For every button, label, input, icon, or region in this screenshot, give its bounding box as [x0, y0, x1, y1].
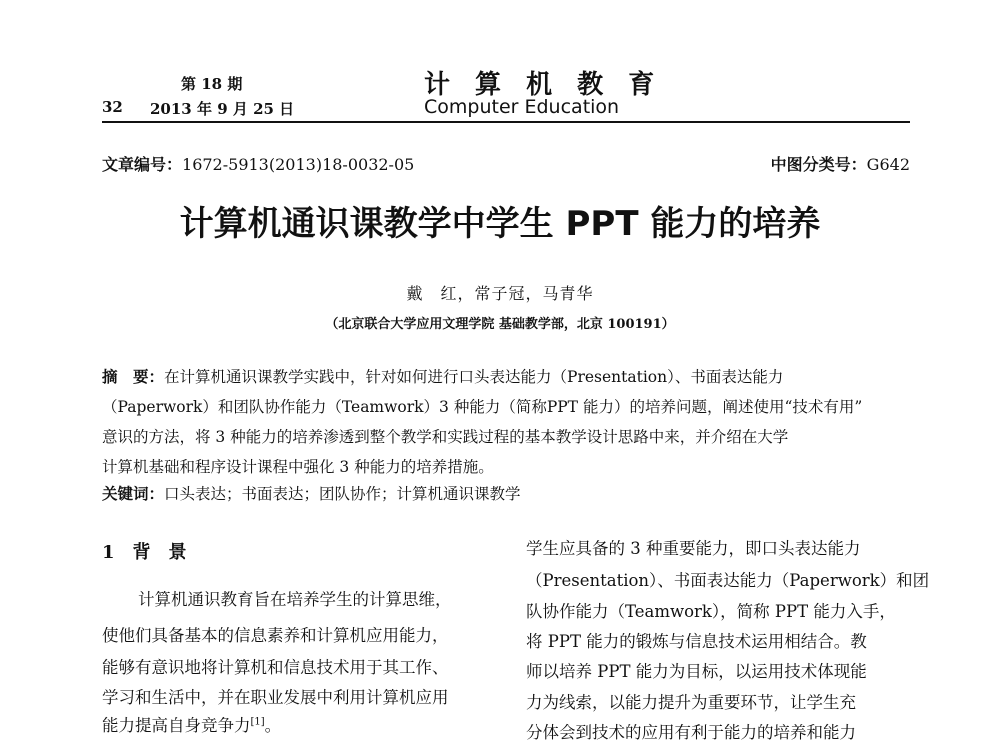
- header-rule: [102, 121, 910, 123]
- body-punct: 。: [264, 716, 282, 735]
- abstract-line: （Paperwork）和团队协作能力（Teamwork）3 种能力（简称PPT 能力）的培养问题，阐述使用“技术有用”: [102, 398, 863, 416]
- section-heading: 1 背 景: [102, 542, 187, 563]
- article-number-label: 文章编号：: [102, 155, 183, 174]
- body-line: （Presentation）、书面表达能力（Paperwork）和团: [526, 571, 930, 590]
- body-line: [102, 712, 281, 736]
- journal-title-en: Computer Education: [424, 96, 620, 118]
- abstract-line: 计算机基础和程序设计课程中强化 3 种能力的培养措施。: [102, 458, 494, 476]
- issue-number: 第 18 期: [181, 75, 243, 93]
- article-title: 计算机通识课教学中学生 PPT 能力的培养: [179, 204, 821, 244]
- body-text: 能力提高自身竞争力: [102, 716, 251, 735]
- body-line: 学生应具备的 3 种重要能力，即口头表达能力: [526, 539, 861, 558]
- keywords: [102, 482, 521, 504]
- journal-title: 计 算 机 教 育: [424, 70, 663, 100]
- article-number: [102, 152, 414, 175]
- abstract-text: 在计算机通识课教学实践中，针对如何进行口头表达能力（Presentation）、书面表达能力: [164, 368, 784, 386]
- body-line: 师以培养 PPT 能力为目标，以运用技术体现能: [526, 662, 867, 681]
- body-line: 力为线索，以能力提升为重要环节，让学生充: [526, 693, 856, 712]
- keywords-label: 关键词：: [102, 484, 165, 503]
- abstract-label: 摘 要：: [102, 367, 165, 386]
- body-line: 使他们具备基本的信息素养和计算机应用能力，: [102, 626, 449, 645]
- body-line: 能够有意识地将计算机和信息技术用于其工作、: [102, 658, 449, 677]
- body-line: 分体会到技术的应用有利于能力的培养和能力: [526, 723, 856, 742]
- issue-date: 2013 年 9 月 25 日: [150, 100, 295, 118]
- body-line: 计算机通识教育旨在培养学生的计算思维，: [138, 590, 452, 609]
- body-line: 学习和生活中，并在职业发展中利用计算机应用: [102, 688, 449, 707]
- classification-number: [771, 152, 910, 175]
- citation-ref: [1]: [250, 716, 265, 728]
- classification-value: G642: [866, 155, 910, 174]
- authors: 戴 红，常子冠，马青华: [406, 284, 594, 303]
- page-number: 32: [102, 98, 123, 116]
- classification-label: 中图分类号：: [770, 155, 867, 174]
- body-line: 将 PPT 能力的锻炼与信息技术运用相结合。教: [526, 632, 867, 651]
- affiliation: （北京联合大学应用文理学院 基础教学部，北京 100191）: [325, 317, 675, 332]
- article-number-value: 1672-5913(2013)18-0032-05: [182, 155, 415, 174]
- body-line: 队协作能力（Teamwork），简称 PPT 能力入手，: [526, 602, 896, 621]
- keywords-text: 口头表达；书面表达；团队协作；计算机通识课教学: [164, 485, 521, 503]
- abstract-line: 意识的方法，将 3 种能力的培养渗透到整个教学和实践过程的基本教学设计思路中来，并介绍在大学: [102, 428, 789, 446]
- abstract-line: [102, 365, 783, 387]
